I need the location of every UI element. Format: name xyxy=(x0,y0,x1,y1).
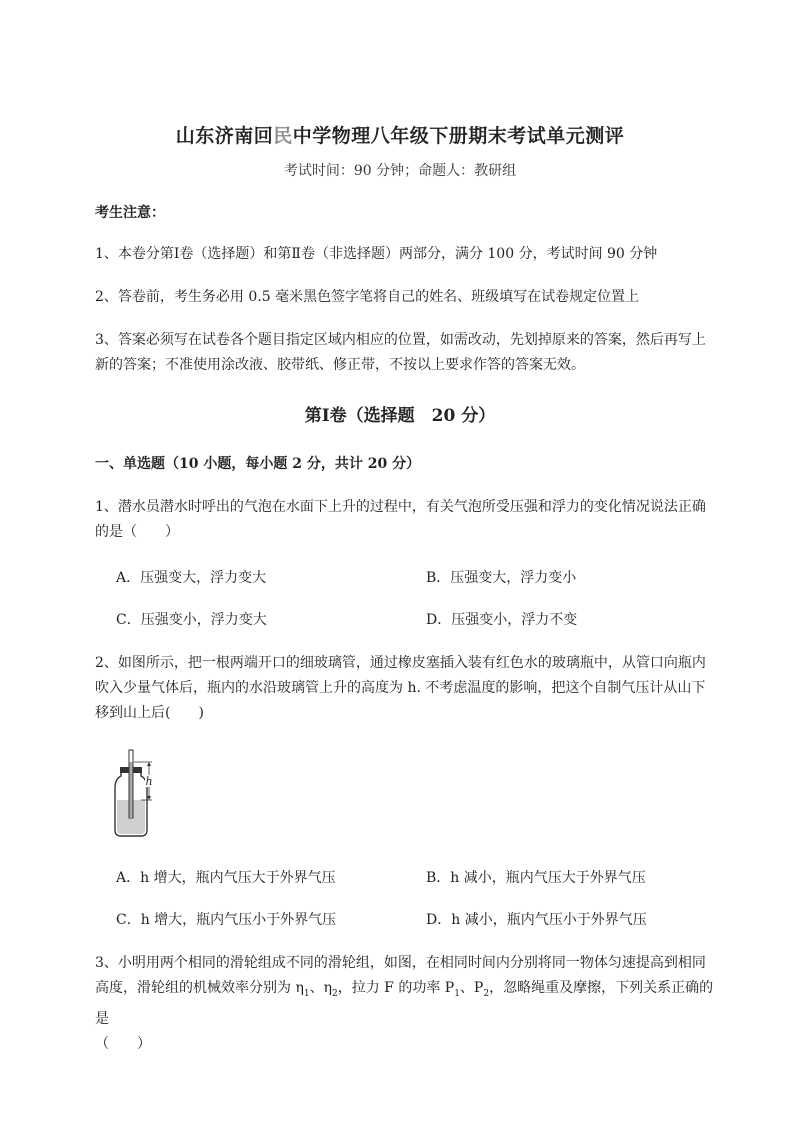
notice-item-1: 1、本卷分第Ⅰ卷（选择题）和第Ⅱ卷（非选择题）两部分，满分 100 分，考试时间 90 分钟 xyxy=(95,246,658,262)
question-1-option-b[interactable]: B．压强变大，浮力变小 xyxy=(426,570,577,586)
question-3-sub-4: 2 xyxy=(483,988,490,999)
notice-item-2: 2、答卷前，考生务必用 0.5 毫米黑色签字笔将自己的姓名、班级填写在试卷规定位置上 xyxy=(95,289,640,305)
notice-item-3: 3、答案必须写在试卷各个题目指定区域内相应的位置，如需改动，先划掉原来的答案，然后再写上新的答案；不准使用涂改液、胶带纸、修正带，不按以上要求作答的答案无效。 xyxy=(95,332,706,373)
title-highlight: 民 xyxy=(273,125,293,147)
question-1-stem: 1、潜水员潜水时呼出的气泡在水面下上升的过程中，有关气泡所受压强和浮力的变化情况说法正确的是（ ） xyxy=(95,499,706,540)
question-3-stem xyxy=(95,951,715,1057)
part-heading: 一、单选题（10 小题，每小题 2 分，共计 20 分） xyxy=(95,456,421,472)
h-label: h xyxy=(145,775,153,788)
question-3-stem-a: 3、小明用两个相同的滑轮组成不同的滑轮组，如图，在相同时间内分别将同一物体匀速提高到相同高度，滑轮组的机械效率分别为 η xyxy=(95,955,706,996)
question-1-option-c[interactable]: C．压强变小，浮力变大 xyxy=(116,612,267,628)
title-prefix: 山东济南回 xyxy=(175,125,274,147)
question-2-option-b[interactable]: B．h 减小，瓶内气压大于外界气压 xyxy=(426,870,646,886)
notice-heading: 考生注意： xyxy=(95,205,165,221)
exam-info: 考试时间：90 分钟；命题人：教研组 xyxy=(283,163,517,179)
page-title xyxy=(0,121,800,148)
barometer-diagram-icon xyxy=(108,748,168,838)
question-2-option-c[interactable]: C．h 增大，瓶内气压小于外界气压 xyxy=(116,912,337,928)
question-3-stem-d: 、P xyxy=(459,980,484,996)
question-2-stem: 2、如图所示，把一根两端开口的细玻璃管，通过橡皮塞插入装有红色水的玻璃瓶中，从管口向瓶内吹入少量气体后，瓶内的水沿玻璃管上升的高度为 h. 不考虑温度的影响，把这个自制气压计从山下移到山上后( ) xyxy=(95,655,706,721)
question-3-stem-e: ，忽略绳重及摩擦，下列关系正确的是 xyxy=(95,980,714,1027)
section-title: 第Ⅰ卷（选择题 20 分） xyxy=(304,406,496,426)
question-1-option-d[interactable]: D．压强变小，浮力不变 xyxy=(426,612,578,628)
title-suffix: 中学物理八年级下册期末考试单元测评 xyxy=(292,125,625,147)
question-3-sub-1: 1 xyxy=(303,988,310,999)
question-3-answer-blank: （ ） xyxy=(95,1035,151,1052)
question-3-stem-b: 、η xyxy=(309,980,332,996)
question-2-option-a[interactable]: A．h 增大，瓶内气压大于外界气压 xyxy=(116,870,336,886)
barometer-figure xyxy=(108,748,168,838)
question-3-sub-2: 2 xyxy=(331,988,338,999)
h-arrow-up xyxy=(147,762,151,766)
question-3-stem-c: ，拉力 F 的功率 P xyxy=(337,980,455,996)
question-1-option-a[interactable]: A．压强变大，浮力变大 xyxy=(116,570,267,586)
question-3-sub-3: 1 xyxy=(454,988,460,999)
tube-water-column xyxy=(130,762,133,818)
question-2-option-d[interactable]: D．h 减小，瓶内气压小于外界气压 xyxy=(426,912,647,928)
